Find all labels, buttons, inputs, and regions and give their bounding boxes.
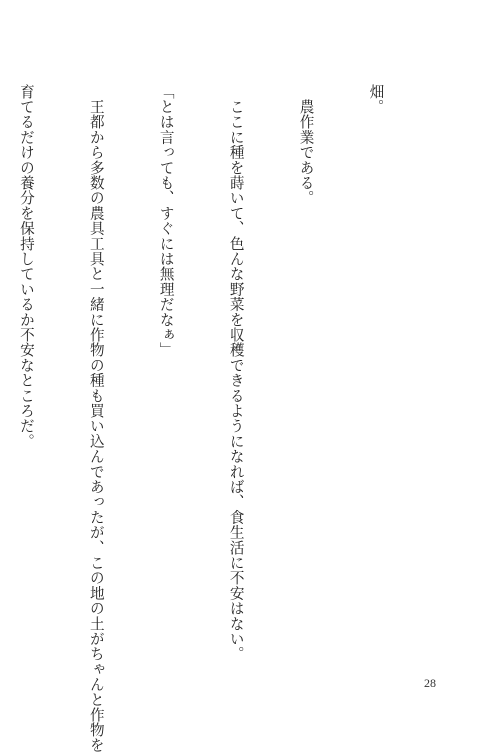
text-line: 農作業である。 [297,84,315,206]
page-number: 28 [424,676,436,690]
text-line: 畑。 [367,84,385,115]
text-line: ここに種を蒔いて、色んな野菜を収穫できるようになれば、食生活に不安はない。 [227,84,245,662]
text-line: 「とは言っても、すぐには無理だなぁ」 [157,84,175,358]
text-line: 王都から多数の農具工具と一緒に作物の種も買い込んであったが、この地の土がちゃんと作物を [87,84,105,753]
text-line: 育てるだけの養分を保持しているか不安なところだ。 [17,84,35,449]
